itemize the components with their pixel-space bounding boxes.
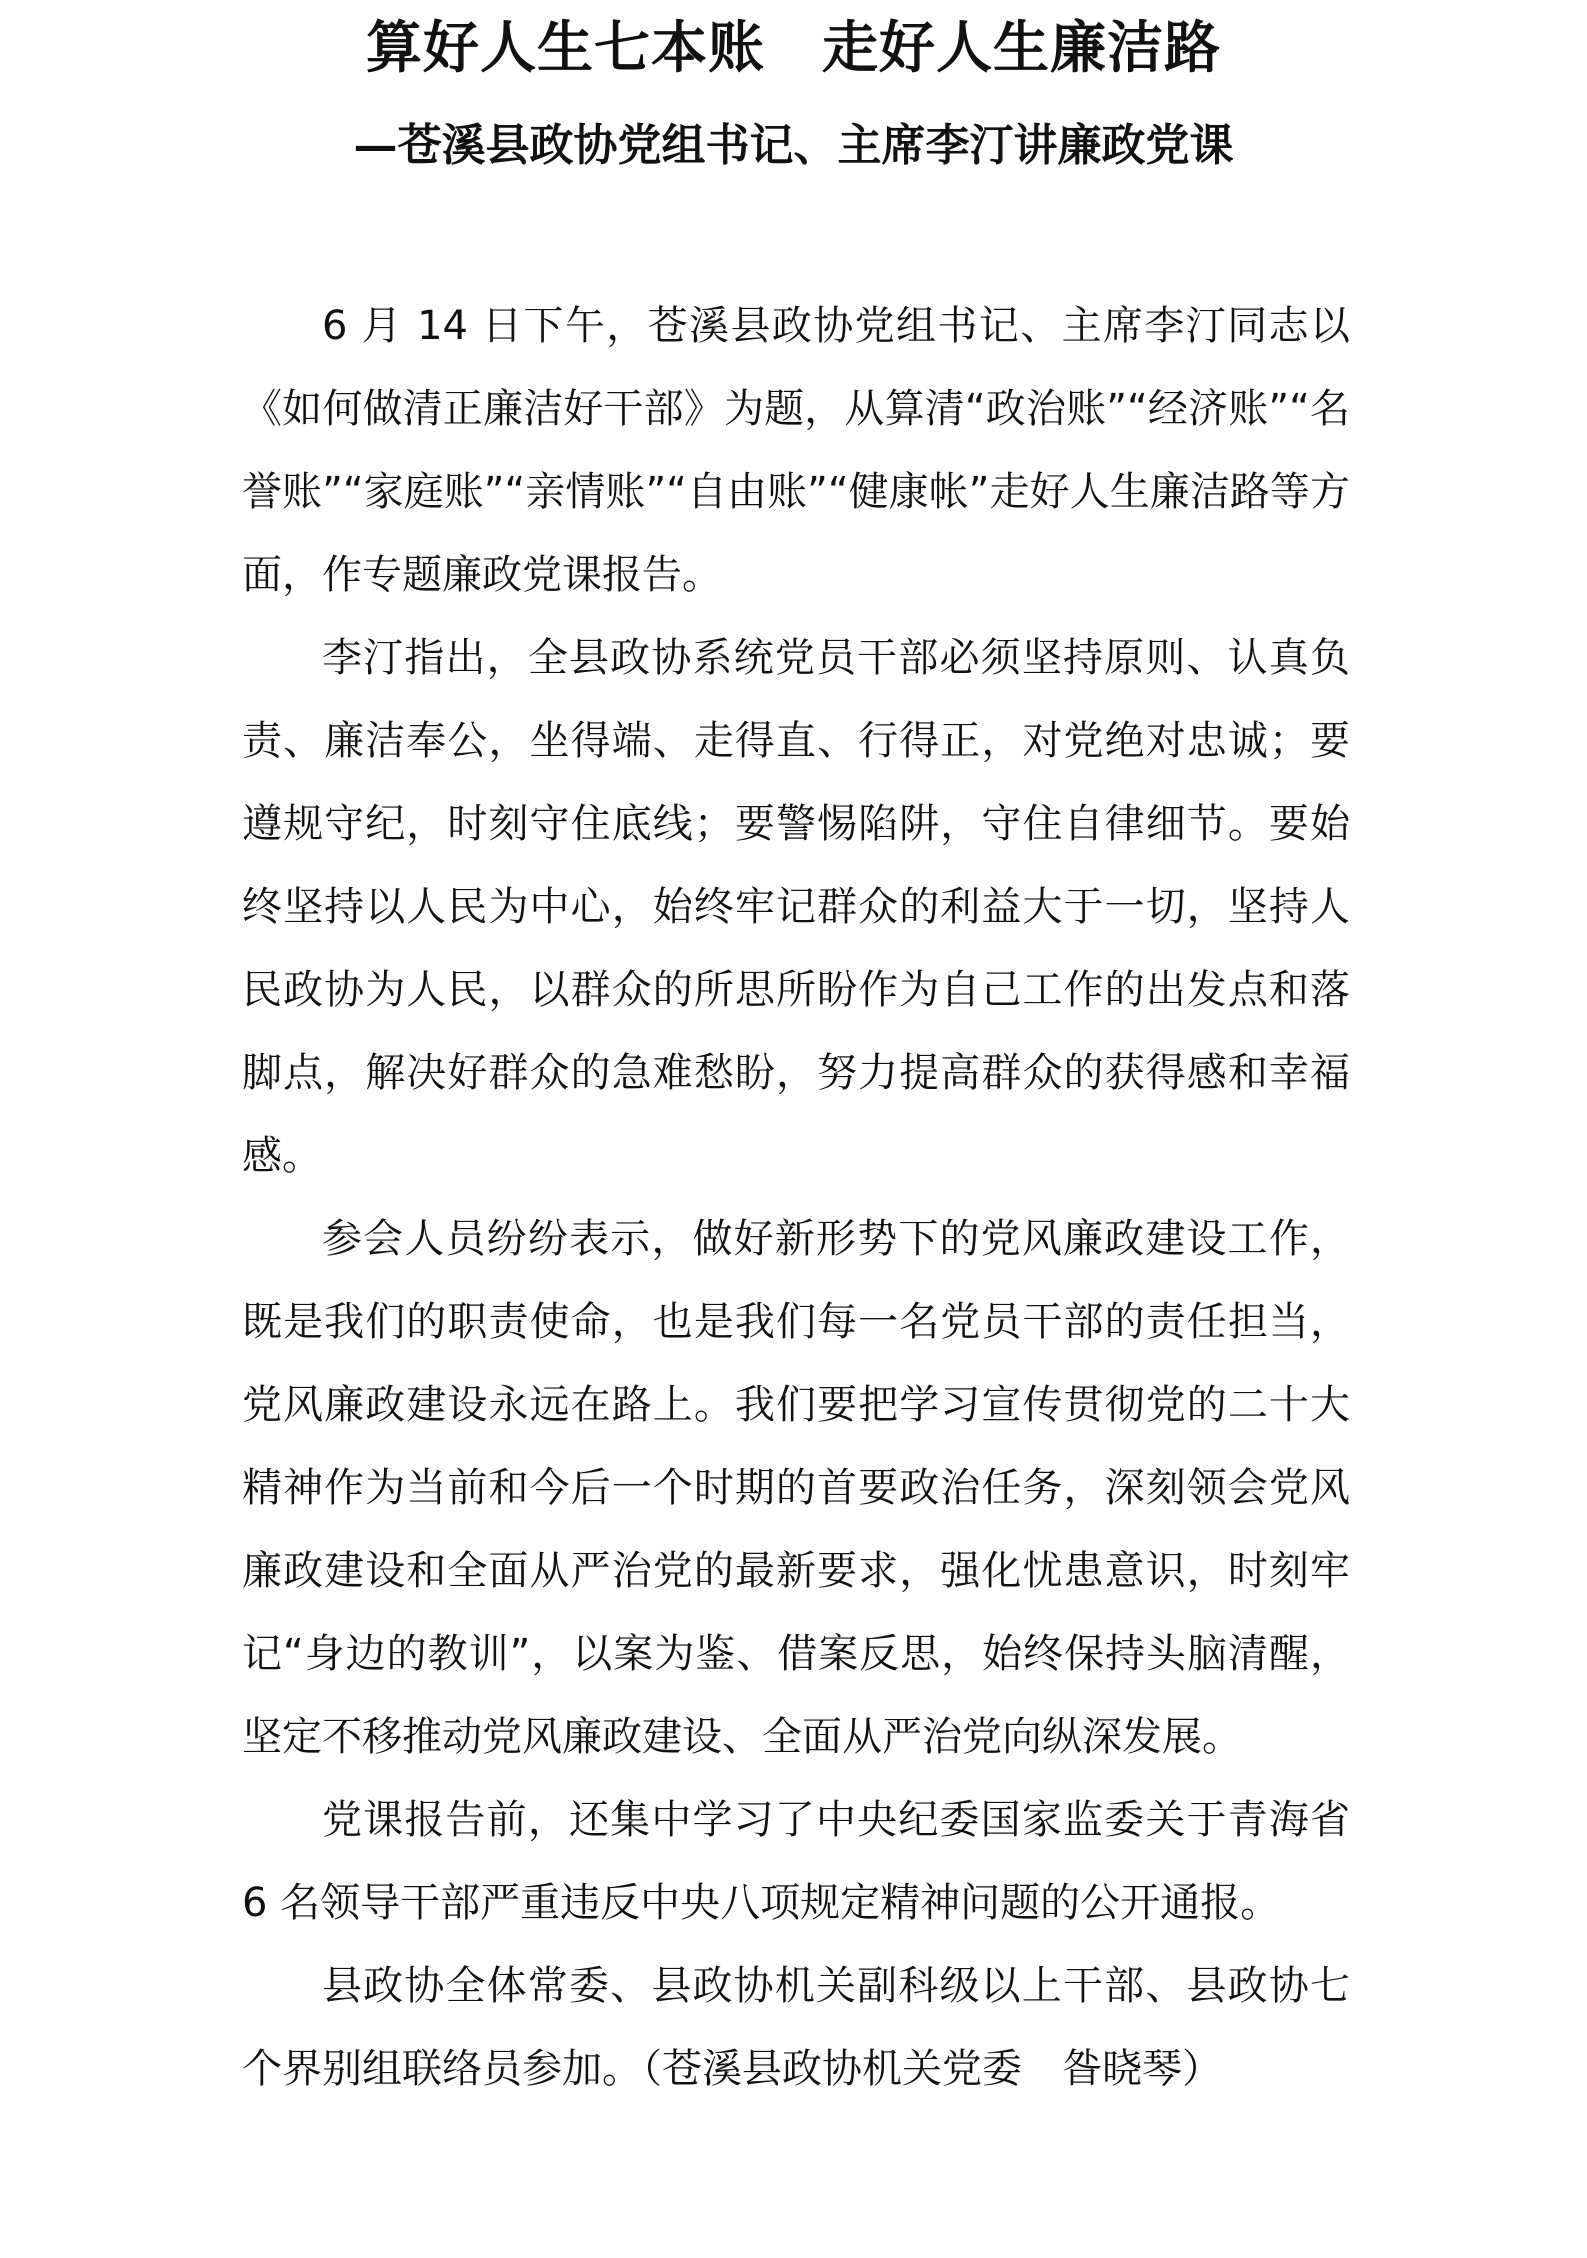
paragraph: 县政协全体常委、县政协机关副科级以上干部、县政协七个界别组联络员参加。（苍溪县政协机关党委 昝晓琴） [242, 1963, 1350, 2092]
paragraph: 党课报告前，还集中学习了中央纪委国家监委关于青海省 6 名领导干部严重违反中央八项规定精神问题的公开通报。 [242, 1797, 1350, 1926]
article-subtitle: —苍溪县政协党组书记、主席李汀讲廉政党课 [353, 120, 1234, 171]
paragraph: 6 月 14 日下午，苍溪县政协党组书记、主席李汀同志以《如何做清正廉洁好干部》为题，从算清“政治账”“经济账”“名誉账”“家庭账”“亲情账”“自由账”“健康帐”走好人生廉洁路等方面，作专题廉政党课报告。 [242, 303, 1350, 598]
article-body [242, 285, 1350, 2111]
paragraph: 参会人员纷纷表示，做好新形势下的党风廉政建设工作，既是我们的职责使命，也是我们每一名党员干部的责任担当，党风廉政建设永远在路上。我们要把学习宣传贯彻党的二十大精神作为当前和今后一个时期的首要政治任务，深刻领会党风廉政建设和全面从严治党的最新要求，强化忧患意识，时刻牢记“身边的教训”，以案为鉴、借案反思，始终保持头脑清醒，坚定不移推动党风廉政建设、全面从严治党向纵深发展。 [242, 1216, 1350, 1760]
paragraph: 李汀指出，全县政协系统党员干部必须坚持原则、认真负责、廉洁奉公，坐得端、走得直、行得正，对党绝对忠诚；要遵规守纪，时刻守住底线；要警惕陷阱，守住自律细节。要始终坚持以人民为中心，始终牢记群众的利益大于一切，坚持人民政协为人民，以群众的所思所盼作为自己工作的出发点和落脚点，解决好群众的急难愁盼，努力提高群众的获得感和幸福感。 [242, 635, 1350, 1179]
article-title: 算好人生七本账 走好人生廉洁路 [366, 15, 1221, 81]
